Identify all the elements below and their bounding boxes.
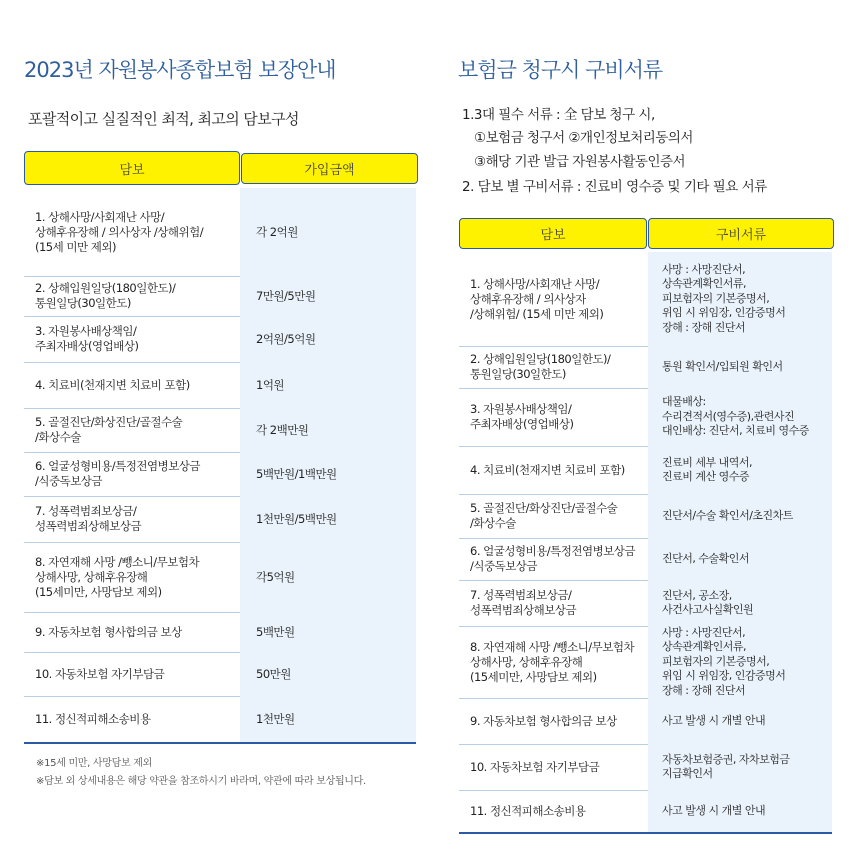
right-row-6-docs: 진단서, 수술확인서 [648,538,832,580]
right-title: 보험금 청구시 구비서류 [458,58,663,82]
left-subtitle: 포괄적이고 실질적인 최적, 최고의 담보구성 [28,110,299,128]
right-row-3-coverage: 3. 자원봉사배상책임/ 주최자배상(영업배상) [470,402,574,431]
left-row-9-amount: 5백만원 [240,612,416,652]
left-row-4-coverage: 4. 치료비(천재지변 치료비 포함) [35,377,190,392]
right-row-4-docs: 진료비 세부 내역서, 진료비 계산 영수증 [648,446,832,494]
left-row-11-coverage: 11. 정신적피해소송비용 [35,711,151,726]
table-bottom-border [24,742,416,744]
right-row-3-docs: 대물배상: 수리견적서(영수증),관련사진 대인배상: 진단서, 치료비 영수증 [648,388,832,446]
right-row-4-coverage: 4. 치료비(천재지변 치료비 포함) [470,462,625,477]
left-row-2-amount: 7만원/5만원 [240,276,416,316]
right-row-6-coverage: 6. 얼굴성형비용/특정전염병보상금 /식중독보상금 [470,544,636,573]
left-note-1: ※15세 미만, 사망담보 제외 [36,758,152,769]
right-row-1-docs: 사망 : 사망진단서, 상속관계확인서류, 피보험자의 기본증명서, 위임 시 위임장, 인감증명서 장해 : 장해 진단서 [648,252,832,346]
right-row-10-coverage: 10. 자동차보험 자기부담금 [470,759,600,774]
right-row-1-coverage: 1. 상해사망/사회재난 사망/ 상해후유장해 / 의사상자 /상해위험/ (15세 미만 제외) [470,276,604,321]
right-row-7-coverage: 7. 성폭력범죄보상금/ 성폭력범죄상해보상금 [470,588,577,617]
right-header-docs: 구비서류 [648,218,834,249]
requirement-line-4: 2. 담보 별 구비서류 : 진료비 영수증 및 기타 필요 서류 [462,179,767,195]
requirement-line-1: 1.3대 필수 서류 : 全 담보 청구 시, [462,107,655,123]
left-note-2: ※담보 외 상세내용은 해당 약관을 참조하시기 바라며, 약관에 따라 보상됩니다. [36,776,366,787]
left-row-9-coverage: 9. 자동차보험 형사합의금 보상 [35,624,182,639]
left-row-6-amount: 5백만원/1백만원 [240,452,416,496]
right-row-11-docs: 사고 발생 시 개별 안내 [648,790,832,832]
left-row-2-coverage: 2. 상해입원일당(180일한도)/ 통원일당(30일한도) [35,281,176,310]
left-header-amount: 가입금액 [241,153,418,184]
right-row-2-docs: 통원 확인서/입퇴원 확인서 [648,346,832,388]
left-row-8-amount: 각5억원 [240,542,416,612]
requirement-line-2: ①보험금 청구서 ②개인정보처리동의서 [474,130,693,146]
right-header-coverage: 담보 [459,218,647,249]
right-row-7-docs: 진단서, 공소장, 사건사고사실확인원 [648,580,832,626]
right-row-8-coverage: 8. 자연재해 사망 /뺑소니/무보험차 상해사망, 상해후유장해 (15세미만, 사망담보 제외) [470,639,635,684]
left-row-7-amount: 1천만원/5백만원 [240,496,416,542]
right-row-5-coverage: 5. 골절진단/화상진단/골절수술 /화상수술 [470,501,618,530]
left-row-6-coverage: 6. 얼굴성형비용/특정전염병보상금 /식중독보상금 [35,459,201,488]
right-row-11-coverage: 11. 정신적피해소송비용 [470,803,586,818]
right-row-5-docs: 진단서/수술 확인서/초진차트 [648,494,832,538]
right-row-10-docs: 자동차보험증권, 자차보험금 지급확인서 [648,744,832,790]
left-row-1-amount: 각 2억원 [240,188,416,276]
left-row-4-amount: 1억원 [240,362,416,408]
left-row-3-coverage: 3. 자원봉사배상책임/ 주최자배상(영업배상) [35,324,139,353]
left-row-5-amount: 각 2백만원 [240,408,416,452]
requirement-line-3: ③해당 기관 발급 자원봉사활동인증서 [474,154,686,170]
right-row-9-coverage: 9. 자동차보험 형사합의금 보상 [470,713,617,728]
right-row-9-docs: 사고 발생 시 개별 안내 [648,698,832,744]
left-row-10-amount: 50만원 [240,652,416,696]
right-row-8-docs: 사망 : 사망진단서, 상속관계확인서류, 피보험자의 기본증명서, 위임 시 위임장, 인감증명서 장해 : 장해 진단서 [648,626,832,698]
left-title: 2023년 자원봉사종합보험 보장안내 [24,58,336,82]
left-row-5-coverage: 5. 골절진단/화상진단/골절수술 /화상수술 [35,415,183,444]
left-header-coverage: 담보 [24,151,240,185]
left-row-10-coverage: 10. 자동차보험 자기부담금 [35,666,165,681]
left-row-11-amount: 1천만원 [240,696,416,742]
left-row-1-coverage: 1. 상해사망/사회재난 사망/ 상해후유장해 / 의사상자 /상해위험/ (15세 미만 제외) [35,209,204,254]
table-bottom-border [459,832,832,834]
right-row-2-coverage: 2. 상해입원일당(180일한도)/ 통원일당(30일한도) [470,352,611,381]
left-row-7-coverage: 7. 성폭력범죄보상금/ 성폭력범죄상해보상금 [35,504,142,533]
left-row-3-amount: 2억원/5억원 [240,316,416,362]
left-row-8-coverage: 8. 자연재해 사망 /뺑소니/무보험차 상해사망, 상해후유장해 (15세미만, 사망담보 제외) [35,554,200,599]
